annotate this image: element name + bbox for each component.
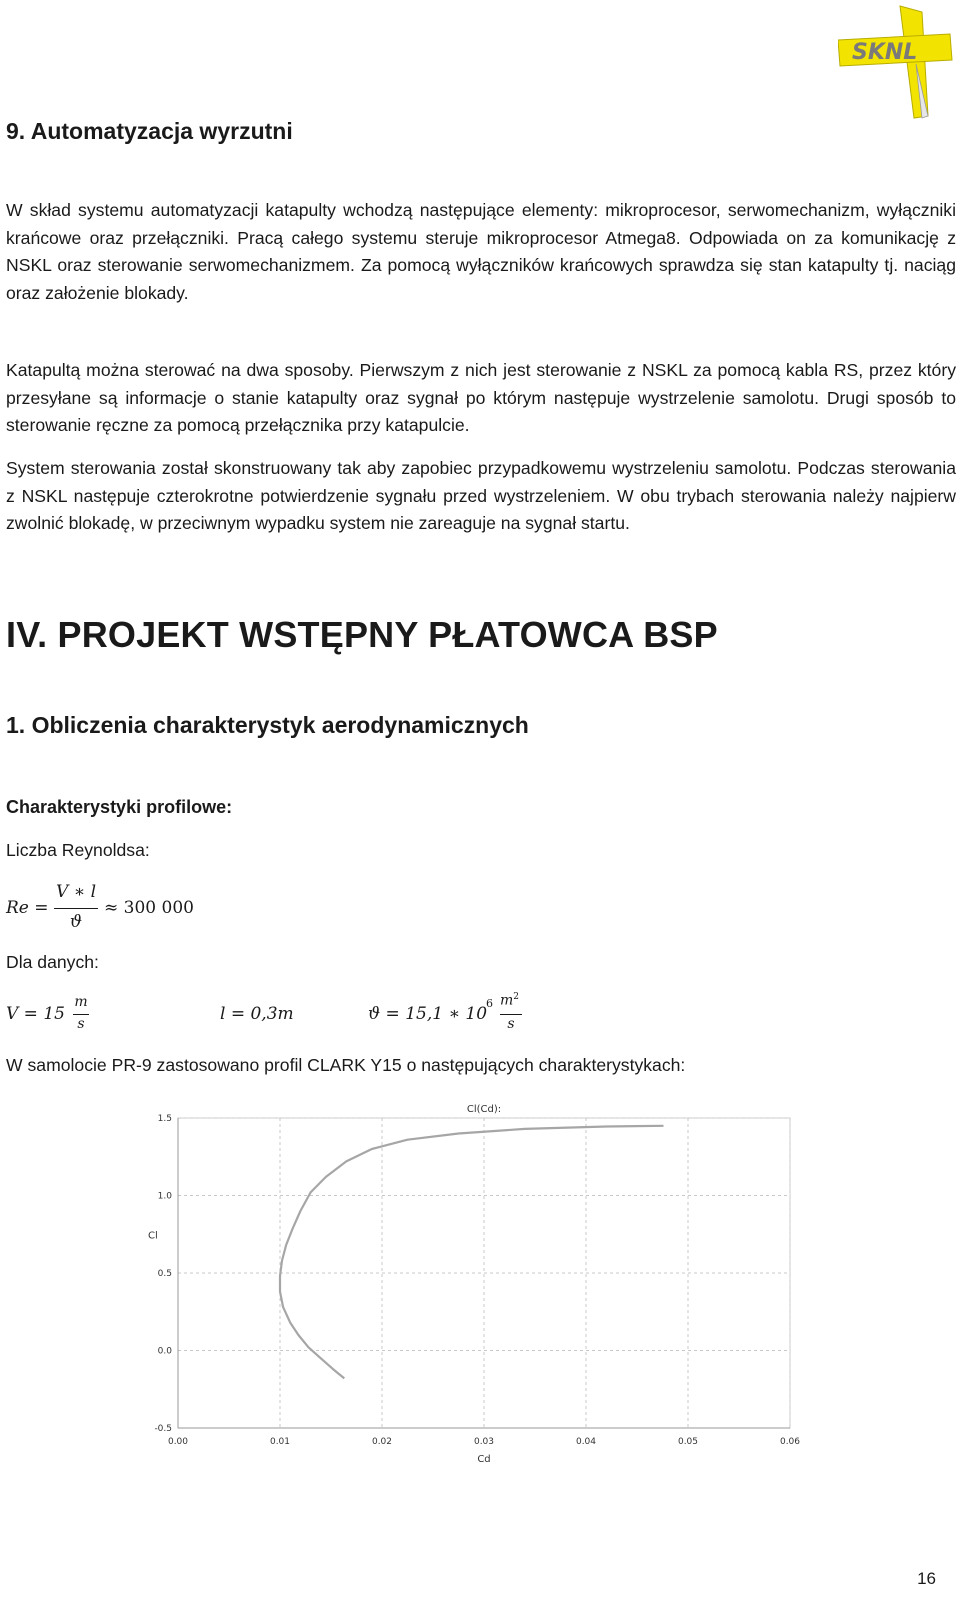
chart-title: Cl(Cd): xyxy=(466,1104,502,1115)
fraction-bar xyxy=(73,1014,89,1015)
section-heading: 9. Automatyzacja wyrzutni xyxy=(6,118,293,144)
paragraph: Katapultą można sterować na dwa sposoby. Pierwszym z nich jest sterowanie z NSKL za pomocą kabla RS, przez który przesyłane są informacje o stanie katapulty oraz sygnał po którym następuje wystrzelenie samolotu. Drugi sposób to sterowanie ręczne za pomocą przełącznika przy katapulcie. xyxy=(6,360,956,435)
x-tick-label: 0.01 xyxy=(269,1437,291,1447)
y-tick-label: -0.5 xyxy=(154,1424,172,1434)
subsubsection-heading: Charakterystyki profilowe: xyxy=(6,797,233,817)
paragraph: System sterowania został skonstruowany tak aby zapobiec przypadkowemu wystrzeleniu samolotu. Podczas sterowania z NSKL następuje czterokrotne potwierdzenie sygnału przed wystrzeleniem. W obu trybach sterowania należy najpierw zwolnić blokadę, w przeciwnym wypadku system nie zareaguje na sygnał startu. xyxy=(6,458,956,533)
y-axis-label: Cl xyxy=(148,1230,158,1242)
y-tick-label: 0.0 xyxy=(157,1346,172,1357)
fraction-bar xyxy=(54,908,98,909)
formula-approx: ≈ 300 000 xyxy=(104,898,194,918)
reynolds-label: Liczba Reynoldsa: xyxy=(6,840,150,860)
y-tick-label: 1.5 xyxy=(157,1114,172,1124)
x-tick-label: 0.05 xyxy=(677,1437,699,1447)
x-tick-label: 0.04 xyxy=(575,1437,597,1447)
cl-cd-chart xyxy=(140,1098,800,1468)
x-tick-label: 0.03 xyxy=(473,1437,495,1447)
given-nu-num-exp: 2 xyxy=(513,992,520,1002)
data-label: Dla danych: xyxy=(6,952,99,972)
formula-denominator: ϑ xyxy=(69,912,83,932)
formula-lhs: Re = xyxy=(6,898,49,918)
x-tick-label: 0.00 xyxy=(167,1437,189,1447)
x-tick-label: 0.06 xyxy=(779,1437,800,1447)
profile-text: W samolocie PR-9 zastosowano profil CLARK Y15 o następujących charakterystykach: xyxy=(6,1055,686,1075)
subsection-heading: 1. Obliczenia charakterystyk aerodynamicznych xyxy=(6,712,529,738)
chapter-heading: IV. PROJEKT WSTĘPNY PŁATOWCA BSP xyxy=(6,614,718,655)
y-tick-label: 1.0 xyxy=(157,1191,172,1202)
x-axis-label: Cd xyxy=(477,1454,491,1465)
fraction-bar xyxy=(500,1014,522,1015)
y-tick-label: 0.5 xyxy=(157,1269,172,1279)
given-nu-num xyxy=(500,992,519,1009)
logo-text: SKNL xyxy=(852,40,918,65)
given-v-den: s xyxy=(77,1016,85,1032)
formula-numerator: V ∗ l xyxy=(55,882,97,902)
given-nu-exp: 6 xyxy=(486,997,493,1010)
x-tick-label: 0.02 xyxy=(371,1437,393,1447)
given-nu: ϑ = 15,1 ∗ 10 xyxy=(368,1004,488,1024)
given-v-num: m xyxy=(74,994,88,1010)
given-v: V = 15 xyxy=(6,1004,65,1024)
sknl-logo xyxy=(838,4,956,122)
paragraph: W skład systemu automatyzacji katapulty wchodzą następujące elementy: mikroprocesor, serwomechanizm, wyłączniki krańcowe oraz przełączniki. Pracą całego systemu steruje mikroprocesor Atmega8. Odpowiada on za komunikację z NSKL oraz sterowanie serwomechanizmem. Za pomocą wyłączników krańcowych sprawdza się stan katapulty tj. naciąg oraz założenie blokady. xyxy=(6,200,956,303)
given-nu-den: s xyxy=(507,1016,515,1032)
given-nu-num-base: m xyxy=(500,992,514,1009)
given-l: l = 0,3m xyxy=(220,1004,294,1024)
page-number: 16 xyxy=(917,1569,936,1588)
